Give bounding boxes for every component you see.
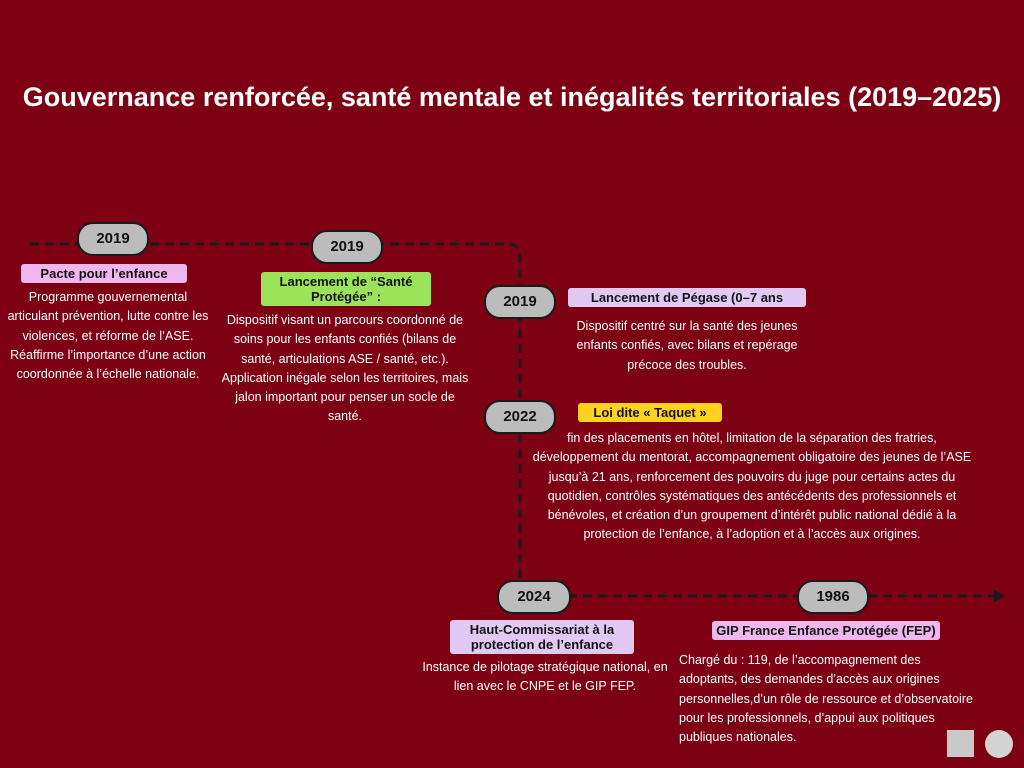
year-badge: 2019 bbox=[311, 230, 383, 264]
event-label: Lancement de Pégase (0–7 ans bbox=[568, 288, 806, 307]
arrow-head-icon bbox=[994, 590, 1005, 602]
event-description: Dispositif centré sur la santé des jeunes enfants confiés, avec bilans et repérage précoce des troubles. bbox=[576, 319, 798, 372]
stop-button[interactable] bbox=[947, 730, 974, 757]
event-label: Loi dite « Taquet » bbox=[578, 403, 722, 422]
page-title: Gouvernance renforcée, santé mentale et inégalités territoriales (2019–2025) bbox=[22, 82, 1002, 112]
year-badge: 1986 bbox=[797, 580, 869, 614]
event-description: Programme gouvernemental articulant prévention, lutte contre les violences, et réforme de l’ASE. Réaffirme l’importance d’une action coordonnée à l’échelle nationale. bbox=[7, 290, 209, 382]
year-badge: 2019 bbox=[77, 222, 149, 256]
record-button[interactable] bbox=[985, 730, 1013, 758]
event-label: Lancement de “Santé Protégée” : bbox=[261, 272, 431, 306]
event-description: fin des placements en hôtel, limitation de la séparation des fratries, développement du mentorat, accompagnement obligatoire des jeunes de l’ASE jusqu’à 21 ans, renforcement des pouvoirs du juge pour certains actes du quotidien, contrôles systématiques des antécédents des professionnels et bénévoles, et création d’un groupement d’intérêt public national dédié à la protection de l’enfance, à l’adoption et à l’accès aux origines. bbox=[532, 431, 972, 542]
event-label: GIP France Enfance Protégée (FEP) bbox=[712, 621, 940, 640]
event-description: Instance de pilotage stratégique national, en lien avec le CNPE et le GIP FEP. bbox=[422, 660, 668, 694]
event-description: Chargé du : 119, de l’accompagnement des adoptants, des demandes d’accès aux origines personnelles,d’un rôle de ressource et d’observatoire pour les professionnels, d’appui aux politiques publiques nationales. bbox=[679, 653, 973, 745]
event-label: Pacte pour l’enfance bbox=[21, 264, 187, 283]
event-description: Dispositif visant un parcours coordonné de soins pour les enfants confiés (bilans de santé, articulations ASE / santé, etc.). Application inégale selon les territoires, mais jalon important pour penser un socle de santé. bbox=[221, 313, 469, 424]
event-label: Haut-Commissariat à la protection de l’enfance bbox=[450, 620, 634, 654]
year-badge: 2024 bbox=[497, 580, 571, 614]
year-badge: 2019 bbox=[484, 285, 556, 319]
year-badge: 2022 bbox=[484, 400, 556, 434]
